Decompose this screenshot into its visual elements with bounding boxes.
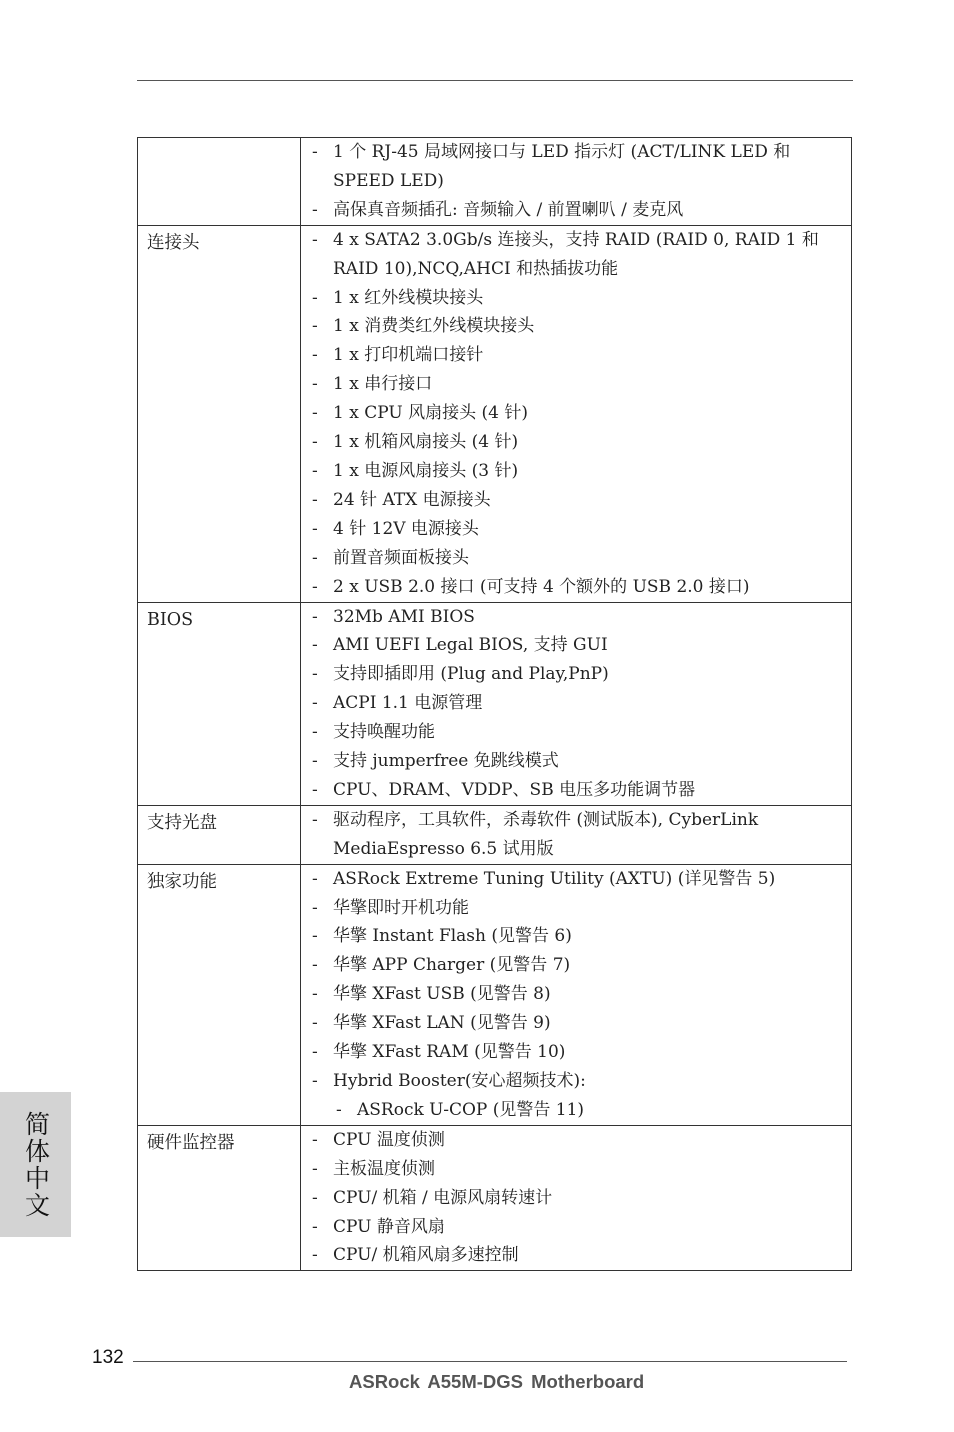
spec-item: - Hybrid Booster(安心超频技术):: [312, 1071, 586, 1091]
spec-label: [138, 138, 300, 144]
spec-row-bios: [138, 602, 852, 805]
spec-item: - 1 x 消费类红外线模块接头: [312, 316, 535, 337]
spec-item: - 1 x 电源风扇接头 (3 针): [312, 460, 519, 481]
header-rule: [137, 80, 853, 81]
spec-row-support-cd: [138, 805, 852, 864]
spec-item: - CPU 温度侦测: [312, 1129, 445, 1150]
spec-item: - CPU/ 机箱 / 电源风扇转速计: [312, 1187, 553, 1208]
spec-value-cell: [301, 1125, 852, 1271]
language-label: 简体中文: [21, 1110, 51, 1219]
spec-row-hardware-monitor: [138, 1125, 852, 1271]
spec-item: - 2 x USB 2.0 接口 (可支持 4 个额外的 USB 2.0 接口): [312, 576, 750, 597]
spec-row-connectors: [138, 225, 852, 602]
spec-value-cell: [301, 602, 852, 805]
spec-item: - 主板温度侦测: [312, 1158, 435, 1179]
spec-item: - CPU 静音风扇: [312, 1216, 445, 1237]
spec-label-cell: [138, 864, 301, 1125]
spec-item: - 1 x 机箱风扇接头 (4 针): [312, 432, 519, 453]
spec-item: - 32Mb AMI BIOS: [312, 606, 475, 627]
spec-item: SPEED LED): [333, 170, 444, 191]
spec-item: - 4 针 12V 电源接头: [312, 518, 479, 539]
spec-item: RAID 10),NCQ,AHCI 和热插拔功能: [333, 258, 619, 279]
spec-label: 连接头: [147, 232, 200, 253]
spec-value-cell: [301, 138, 852, 226]
spec-subitem: - ASRock U-COP (见警告 11): [336, 1099, 585, 1120]
spec-label-cell: [138, 805, 301, 864]
spec-item: - 支持即插即用 (Plug and Play,PnP): [312, 664, 609, 685]
spec-label-cell: [138, 1125, 301, 1271]
spec-item: - 24 针 ATX 电源接头: [312, 489, 491, 510]
spec-item: - CPU、DRAM、VDDP、SB 电压多功能调节器: [312, 779, 696, 800]
spec-item: - 1 x 打印机端口接针: [312, 345, 484, 366]
spec-item: - 4 x SATA2 3.0Gb/s 连接头，支持 RAID (RAID 0, RAID 1 和: [312, 229, 819, 250]
footer-product-title: ASRock A55M-DGS Motherboard: [349, 1371, 645, 1392]
spec-item: - 支持 jumperfree 免跳线模式: [312, 751, 559, 772]
spec-table: [137, 137, 852, 1271]
spec-item: MediaEspresso 6.5 试用版: [333, 838, 554, 859]
spec-item: - AMI UEFI Legal BIOS, 支持 GUI: [312, 635, 608, 656]
spec-item: - 华擎 XFast USB (见警告 8): [312, 984, 551, 1005]
spec-item: - 1 x CPU 风扇接头 (4 针): [312, 403, 528, 424]
spec-item: - ASRock Extreme Tuning Utility (AXTU) (详见警告 5): [312, 868, 776, 889]
spec-item: - 支持唤醒功能: [312, 722, 435, 743]
language-side-tab: [0, 1092, 71, 1237]
spec-label: 支持光盘: [147, 812, 217, 833]
spec-item: - 华擎即时开机功能: [312, 897, 469, 918]
spec-row-io: [138, 138, 852, 226]
spec-item: - 1 x 红外线模块接头: [312, 287, 484, 308]
spec-item: - 高保真音频插孔: 音频输入 / 前置喇叭 / 麦克风: [312, 199, 684, 220]
spec-label-cell: [138, 602, 301, 805]
spec-item: - 华擎 XFast LAN (见警告 9): [312, 1013, 551, 1034]
footer-rule: [133, 1361, 847, 1362]
spec-label: BIOS: [147, 609, 194, 630]
spec-label-cell: [138, 225, 301, 602]
spec-label-cell: [138, 138, 301, 226]
spec-item: - 华擎 XFast RAM (见警告 10): [312, 1042, 566, 1063]
spec-item: - 驱动程序，工具软件，杀毒软件 (测试版本), CyberLink: [312, 809, 759, 830]
spec-item: - 华擎 Instant Flash (见警告 6): [312, 926, 572, 947]
page-number: 132: [92, 1347, 124, 1368]
spec-label: 硬件监控器: [147, 1132, 235, 1153]
spec-item: - 1 x 串行接口: [312, 374, 433, 395]
spec-item: - 前置音频面板接头: [312, 547, 469, 568]
spec-value-cell: [301, 225, 852, 602]
spec-label: 独家功能: [147, 871, 217, 892]
spec-value-cell: [301, 864, 852, 1125]
spec-row-unique-features: [138, 864, 852, 1125]
spec-item: - CPU/ 机箱风扇多速控制: [312, 1245, 519, 1266]
spec-value-cell: [301, 805, 852, 864]
spec-item: - ACPI 1.1 电源管理: [312, 693, 483, 714]
spec-item: - 华擎 APP Charger (见警告 7): [312, 955, 571, 976]
spec-item: - 1 个 RJ-45 局域网接口与 LED 指示灯 (ACT/LINK LED 和: [312, 142, 791, 162]
